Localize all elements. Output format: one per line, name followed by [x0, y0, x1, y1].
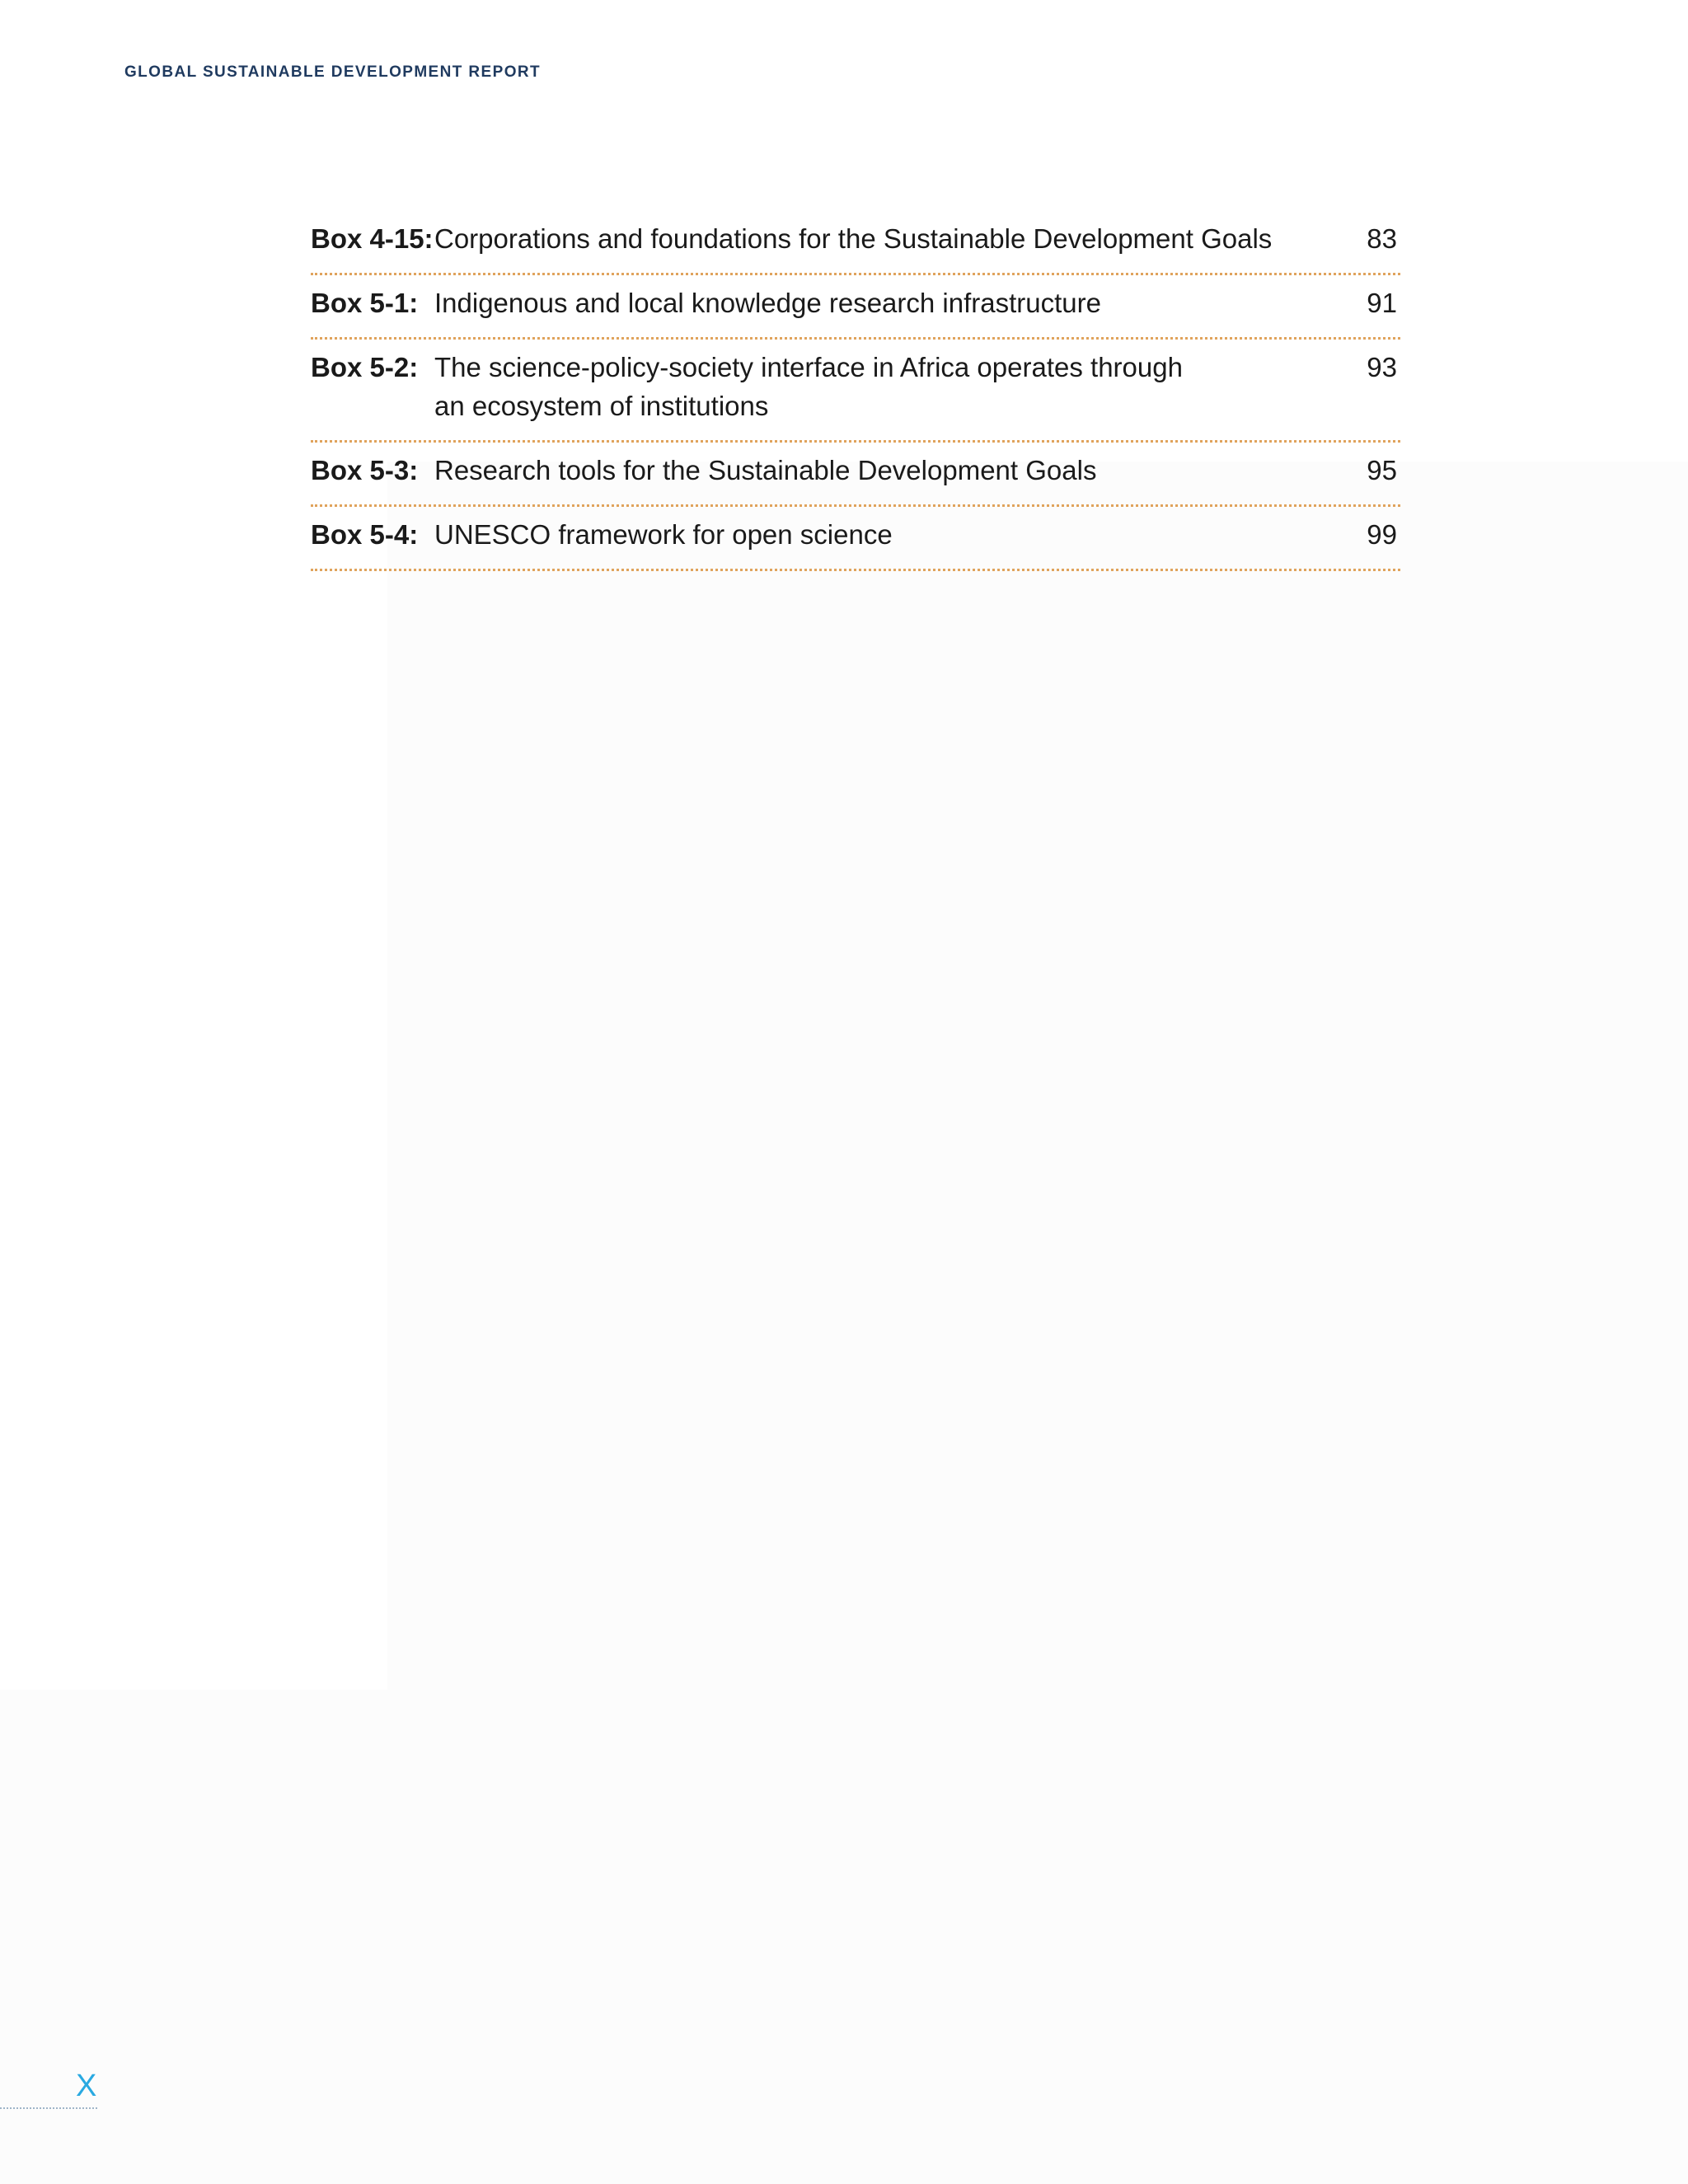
toc-entry-page-number: 95 [1367, 455, 1397, 485]
toc-entry-title [434, 451, 1277, 490]
toc-entry-title-line: The science-policy-society interface in Africa operates through [434, 352, 1183, 382]
toc-entry-page-number: 83 [1367, 223, 1397, 254]
toc-entry-page-number: 99 [1367, 519, 1397, 550]
toc-entry-title-line: UNESCO framework for open science [434, 519, 893, 550]
toc-entry-label: Box 5-2: [311, 352, 419, 382]
table-of-contents [311, 211, 1400, 571]
toc-entry-label: Box 5-1: [311, 288, 419, 318]
toc-entry-title [434, 219, 1277, 258]
footer-divider [0, 2107, 97, 2109]
toc-entry-label: Box 5-3: [311, 455, 419, 485]
toc-entry-title [434, 348, 1277, 425]
toc-entry-title-line: Indigenous and local knowledge research infrastructure [434, 288, 1101, 318]
toc-entry-title-line: Corporations and foundations for the Sustainable Development Goals [434, 223, 1273, 254]
toc-entry-box-5-2[interactable] [311, 340, 1400, 443]
toc-entry-title-line: an ecosystem of institutions [434, 391, 769, 421]
toc-entry-box-4-15[interactable] [311, 211, 1400, 275]
toc-entry-page-number: 91 [1367, 288, 1397, 318]
toc-entry-box-5-3[interactable] [311, 443, 1400, 507]
page-background-lower [0, 1690, 1688, 2184]
toc-entry-title-line: Research tools for the Sustainable Development Goals [434, 455, 1097, 485]
toc-entry-label: Box 4-15: [311, 223, 434, 254]
toc-entry-box-5-1[interactable] [311, 275, 1400, 340]
toc-entry-box-5-4[interactable] [311, 507, 1400, 571]
page-number: X [76, 2069, 97, 2103]
toc-entry-label: Box 5-4: [311, 519, 419, 550]
running-header: GLOBAL SUSTAINABLE DEVELOPMENT REPORT [124, 63, 542, 81]
toc-entry-page-number: 93 [1367, 352, 1397, 382]
toc-entry-title [434, 515, 1277, 554]
toc-entry-title [434, 284, 1277, 322]
